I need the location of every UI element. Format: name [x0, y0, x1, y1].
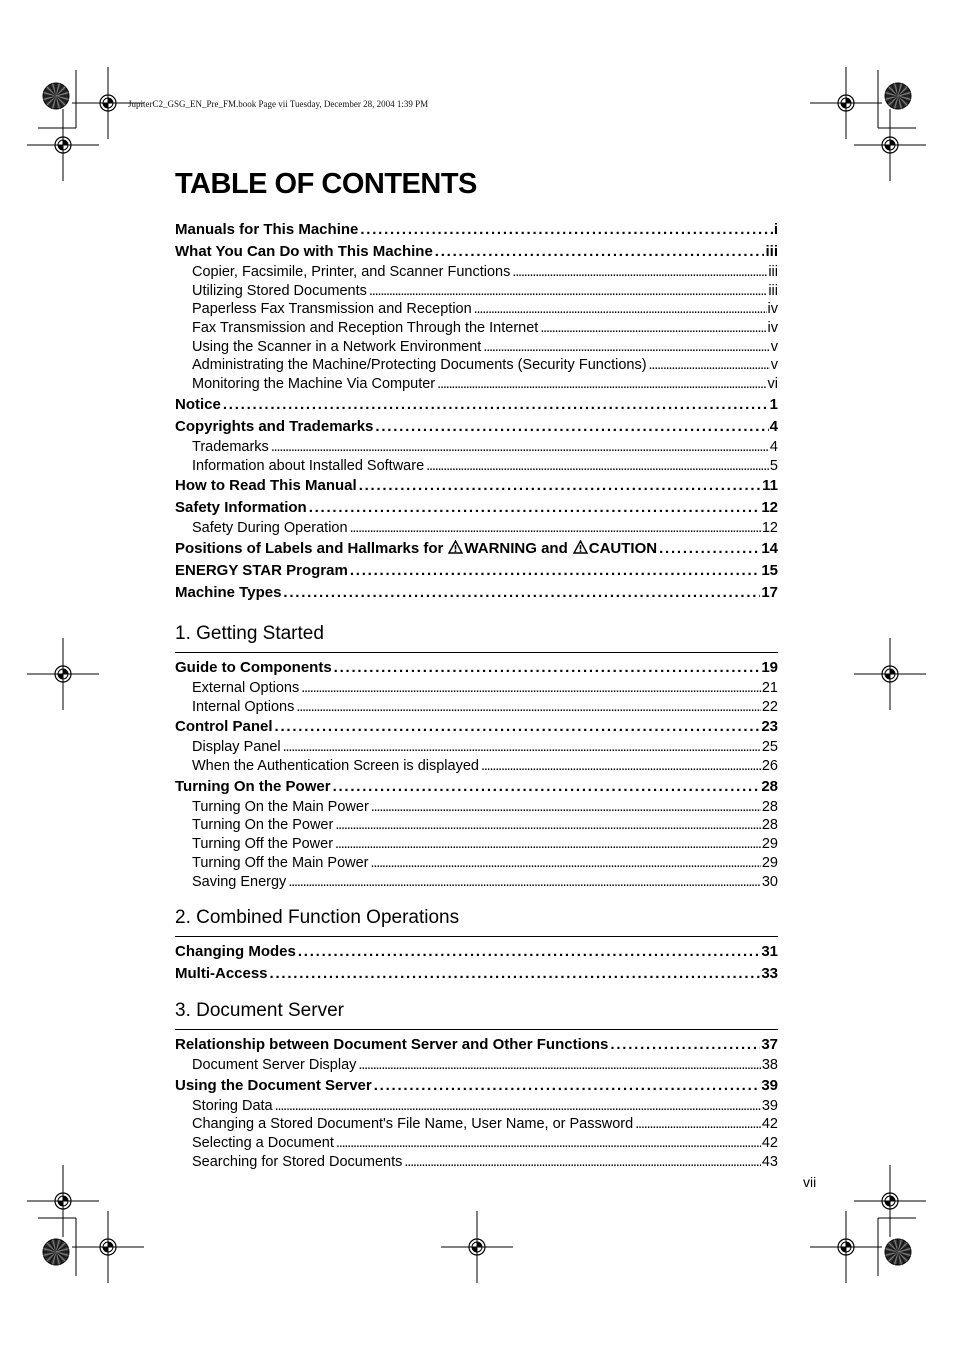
toc-entry[interactable]: Machine Types . . . 17 [175, 582, 778, 604]
registration-mark-icon [27, 109, 99, 181]
toc-subentry[interactable]: Document Server Display . . . 38 [175, 1056, 778, 1075]
toc-subentry[interactable]: Searching for Stored Documents . . . 43 [175, 1153, 778, 1172]
toc-subentry[interactable]: Fax Transmission and Reception Through the Internet . . . iv [175, 319, 778, 338]
toc-entry[interactable]: Relationship between Document Server and Other Functions . . . 37 [175, 1034, 778, 1056]
registration-mark-icon [854, 1165, 926, 1237]
toc-subentry[interactable]: Paperless Fax Transmission and Reception . . . iv [175, 300, 778, 319]
chapter-heading: 1. Getting Started [175, 621, 778, 653]
color-target-icon [43, 1239, 69, 1265]
toc-subentry[interactable]: Copier, Facsimile, Printer, and Scanner Functions . . . iii [175, 263, 778, 282]
toc-subentry[interactable]: Selecting a Document . . . 42 [175, 1134, 778, 1153]
toc-subentry[interactable]: Saving Energy . . . 30 [175, 873, 778, 892]
toc-entry[interactable]: What You Can Do with This Machine . . . iii [175, 241, 778, 263]
toc-subentry[interactable]: When the Authentication Screen is displayed . . . 26 [175, 757, 778, 776]
registration-mark-icon [854, 109, 926, 181]
caution-triangle-icon [573, 540, 588, 554]
toc-entry[interactable]: Multi-Access . . . 33 [175, 963, 778, 985]
chapter-heading: 3. Document Server [175, 998, 778, 1030]
toc-chapter-3 [175, 1034, 778, 1171]
registration-mark-icon [27, 1165, 99, 1237]
toc-subentry[interactable]: Safety During Operation . . . 12 [175, 519, 778, 538]
color-target-icon [43, 83, 69, 109]
color-target-icon [885, 83, 911, 109]
toc-entry[interactable]: How to Read This Manual . . . 11 [175, 475, 778, 497]
toc-subentry[interactable]: Internal Options . . . 22 [175, 698, 778, 717]
registration-mark-icon [72, 1211, 144, 1283]
toc-subentry[interactable]: Turning Off the Main Power . . . 29 [175, 854, 778, 873]
toc-entry-warning-caution[interactable]: Positions of Labels and Hallmarks for WARNING and CAUTION . . . 14 [175, 538, 778, 560]
registration-mark-icon [27, 638, 99, 710]
toc-subentry[interactable]: Using the Scanner in a Network Environment . . . v [175, 338, 778, 357]
toc-subentry[interactable]: Display Panel . . . 25 [175, 738, 778, 757]
toc-subentry[interactable]: Turning On the Main Power . . . 28 [175, 798, 778, 817]
toc-entry[interactable]: Notice . . . 1 [175, 394, 778, 416]
toc-entry[interactable]: Safety Information . . . 12 [175, 497, 778, 519]
toc-subentry[interactable]: Utilizing Stored Documents . . . iii [175, 282, 778, 301]
toc-chapter-1 [175, 657, 778, 891]
file-header: JupiterC2_GSG_EN_Pre_FM.book Page vii Tuesday, December 28, 2004 1:39 PM [128, 99, 429, 109]
toc-chapter-2 [175, 941, 778, 985]
page-number: vii [803, 1174, 817, 1190]
toc-subentry[interactable]: Information about Installed Software . . . 5 [175, 457, 778, 476]
toc-subentry[interactable]: External Options . . . 21 [175, 679, 778, 698]
registration-mark-icon [854, 638, 926, 710]
toc-subentry[interactable]: Turning Off the Power . . . 29 [175, 835, 778, 854]
warning-triangle-icon [448, 540, 463, 554]
page-title: TABLE OF CONTENTS [175, 168, 477, 200]
toc-subentry[interactable]: Changing a Stored Document's File Name, User Name, or Password . . . 42 [175, 1115, 778, 1134]
toc-entry[interactable]: Changing Modes . . . 31 [175, 941, 778, 963]
toc-subentry[interactable]: Administrating the Machine/Protecting Documents (Security Functions) . . . v [175, 356, 778, 375]
toc-entry[interactable]: Control Panel . . . 23 [175, 716, 778, 738]
toc-subentry[interactable]: Monitoring the Machine Via Computer . . . vi [175, 375, 778, 394]
toc-entry[interactable]: Using the Document Server . . . 39 [175, 1075, 778, 1097]
toc-entry[interactable]: Copyrights and Trademarks . . . 4 [175, 416, 778, 438]
chapter-heading: 2. Combined Function Operations [175, 905, 778, 937]
toc-subentry[interactable]: Storing Data . . . 39 [175, 1097, 778, 1116]
toc-entry[interactable]: Manuals for This Machine . . . i [175, 219, 778, 241]
registration-mark-icon [810, 1211, 882, 1283]
toc-subentry[interactable]: Turning On the Power . . . 28 [175, 816, 778, 835]
color-target-icon [885, 1239, 911, 1265]
toc-entry[interactable]: Guide to Components . . . 19 [175, 657, 778, 679]
registration-mark-icon [810, 67, 882, 139]
toc-entry[interactable]: Turning On the Power . . . 28 [175, 776, 778, 798]
toc-front-matter [175, 219, 778, 604]
toc-entry[interactable]: ENERGY STAR Program . . . 15 [175, 560, 778, 582]
toc-subentry[interactable]: Trademarks . . . 4 [175, 438, 778, 457]
registration-mark-icon [441, 1211, 513, 1283]
